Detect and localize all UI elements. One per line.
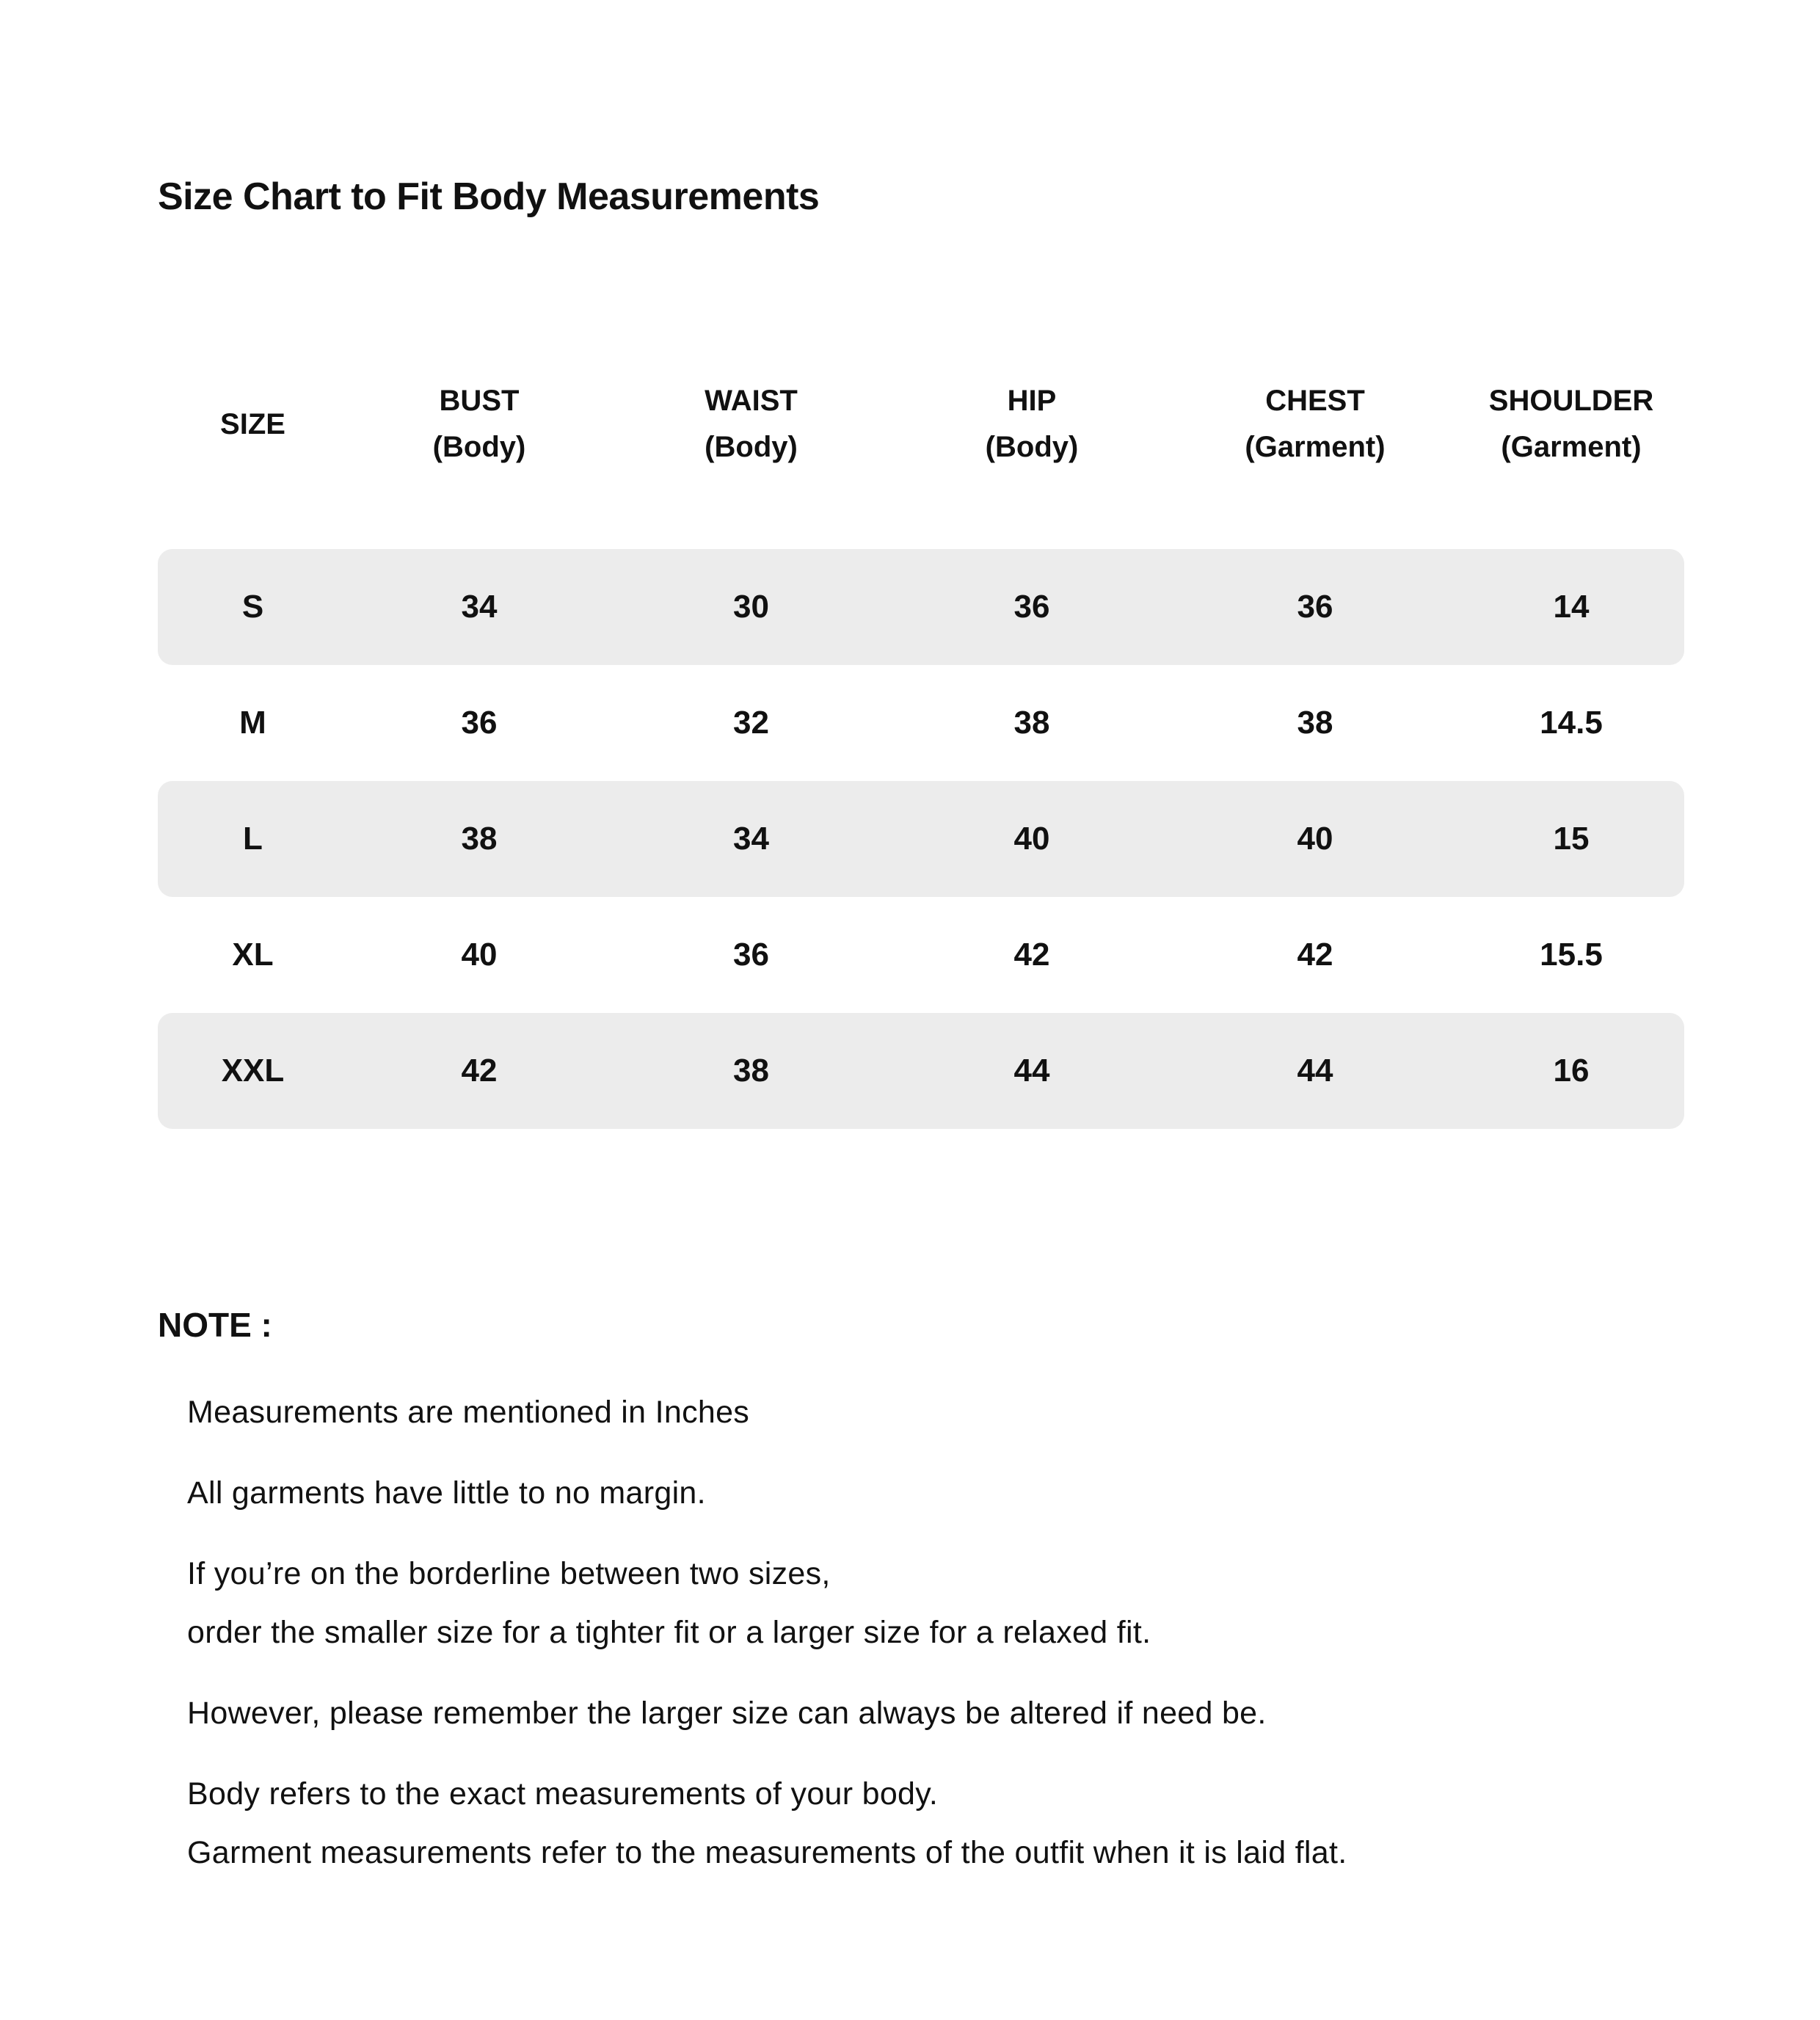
measurement-value: 36 (1013, 589, 1050, 625)
column-header-label: WAIST (705, 385, 798, 417)
note-line: order the smaller size for a tighter fit or a larger size for a relaxed fit. (187, 1615, 1151, 1650)
column-header-label: CHEST (1265, 385, 1365, 417)
note-section (158, 1305, 1714, 1904)
measurement-value: 38 (733, 1053, 769, 1089)
column-header-waist (611, 366, 892, 483)
measurement-value: 15 (1553, 821, 1590, 857)
table-row-m (158, 665, 1684, 781)
measurement-value: 14 (1553, 589, 1590, 625)
measurement-value: 14.5 (1540, 705, 1603, 741)
measurement-value: 38 (1297, 705, 1333, 741)
measurement-value: 34 (461, 589, 498, 625)
measurement-value: 44 (1297, 1053, 1333, 1089)
column-header-bust (348, 366, 611, 483)
measurement-value: 38 (1013, 705, 1050, 741)
column-header-label: BUST (439, 385, 520, 417)
note-line: Garment measurements refer to the measurements of the outfit when it is laid flat. (187, 1835, 1347, 1870)
note-line: If you’re on the borderline between two sizes, (187, 1556, 831, 1591)
size-label: L (243, 821, 263, 857)
note-line: All garments have little to no margin. (187, 1475, 706, 1511)
table-row-l (158, 781, 1684, 897)
size-label: M (239, 705, 266, 741)
measurement-value: 36 (733, 937, 769, 973)
note-paragraph (187, 1383, 1714, 1442)
note-line: Body refers to the exact measurements of your body. (187, 1776, 939, 1812)
measurement-value: 34 (733, 821, 769, 857)
note-paragraph (187, 1684, 1714, 1743)
note-paragraph (187, 1765, 1714, 1882)
note-line: Measurements are mentioned in Inches (187, 1395, 750, 1430)
size-label: XL (232, 937, 274, 973)
page-title: Size Chart to Fit Body Measurements (158, 175, 820, 218)
column-header-sub: (Body) (985, 431, 1079, 463)
table-row-s (158, 549, 1684, 665)
measurement-value: 44 (1013, 1053, 1050, 1089)
note-paragraph (187, 1464, 1714, 1522)
column-header-label: HIP (1007, 385, 1057, 417)
note-line: However, please remember the larger size can always be altered if need be. (187, 1696, 1267, 1731)
measurement-value: 42 (461, 1053, 498, 1089)
measurement-value: 30 (733, 589, 769, 625)
column-header-hip (892, 366, 1172, 483)
measurement-value: 32 (733, 705, 769, 741)
measurement-value: 40 (1013, 821, 1050, 857)
note-paragraph (187, 1544, 1714, 1662)
column-header-chest (1172, 366, 1458, 483)
measurement-value: 36 (1297, 589, 1333, 625)
note-heading: NOTE : (158, 1306, 272, 1344)
measurement-value: 40 (461, 937, 498, 973)
measurement-value: 42 (1297, 937, 1333, 973)
column-header-size (158, 366, 348, 483)
measurement-value: 38 (461, 821, 498, 857)
measurement-value: 42 (1013, 937, 1050, 973)
table-body (158, 549, 1684, 1129)
size-label: XXL (221, 1053, 285, 1089)
column-header-label: SIZE (220, 407, 285, 440)
size-label: S (241, 589, 264, 625)
measurement-value: 40 (1297, 821, 1333, 857)
note-body (158, 1383, 1714, 1882)
measurement-value: 36 (461, 705, 498, 741)
column-header-label: SHOULDER (1488, 385, 1654, 417)
table-row-xxl (158, 1013, 1684, 1129)
measurement-value: 16 (1553, 1053, 1590, 1089)
column-header-sub: (Garment) (1501, 431, 1642, 463)
column-header-sub: (Body) (705, 431, 798, 463)
column-header-shoulder (1458, 366, 1684, 483)
column-header-sub: (Body) (432, 431, 526, 463)
measurement-value: 15.5 (1540, 937, 1603, 973)
column-header-sub: (Garment) (1245, 431, 1386, 463)
table-header-row (158, 366, 1684, 483)
table-row-xl (158, 897, 1684, 1013)
